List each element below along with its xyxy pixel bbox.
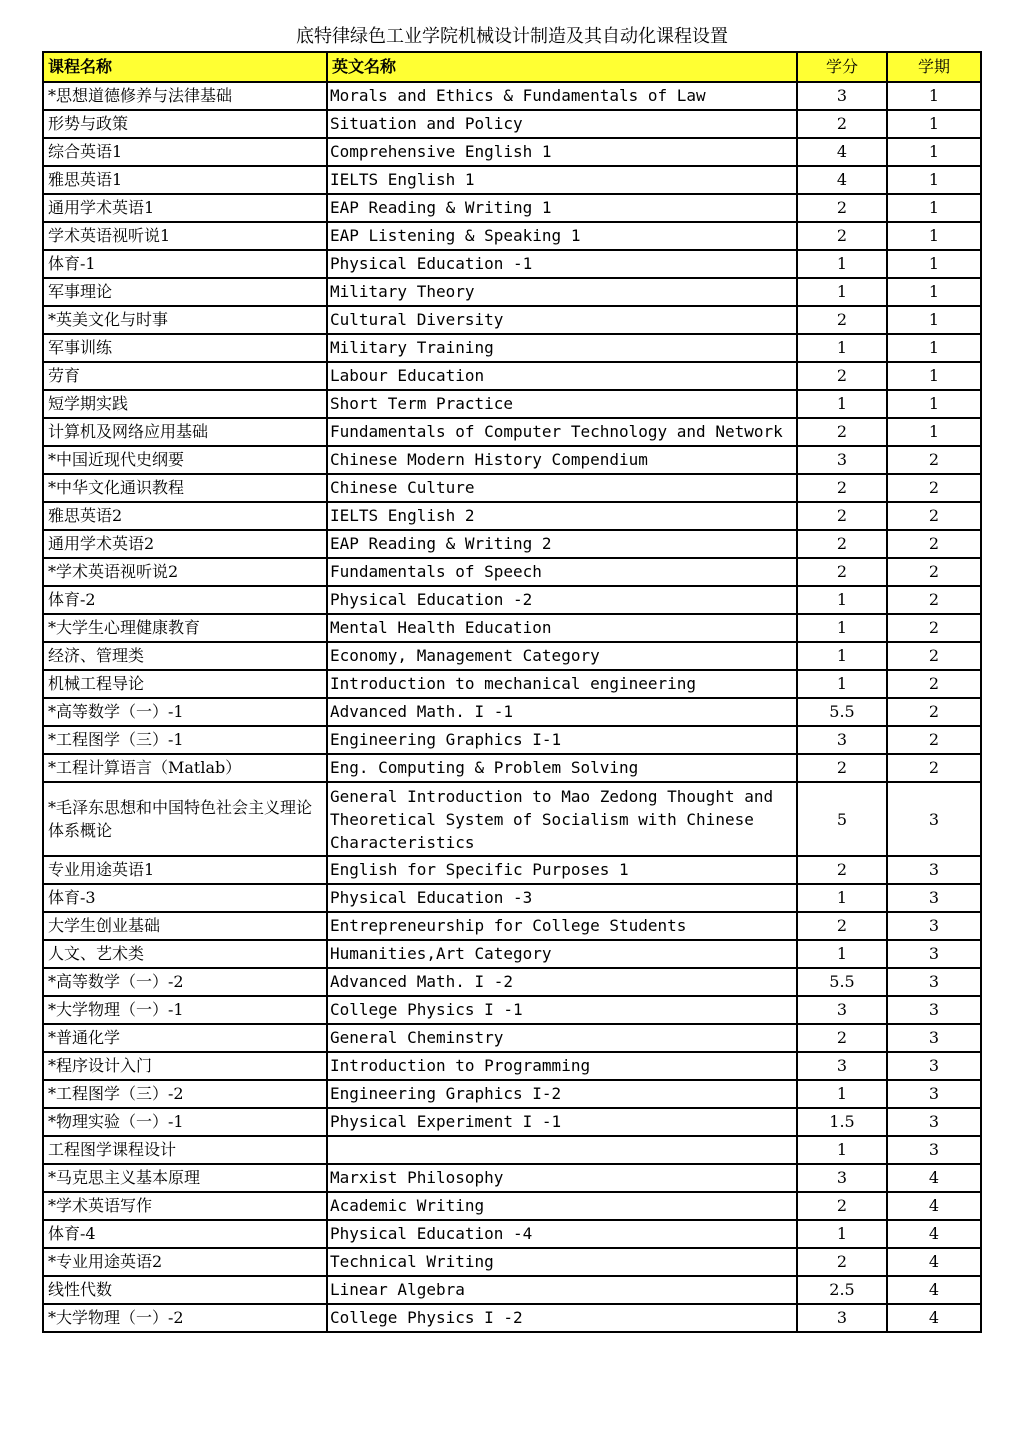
- credit-cell: 2: [797, 1248, 887, 1276]
- course-name-cell: 军事训练: [43, 334, 327, 362]
- english-name-cell: English for Specific Purposes 1: [327, 856, 797, 884]
- course-name-cell: *大学物理（一）-1: [43, 996, 327, 1024]
- term-cell: 3: [887, 968, 981, 996]
- term-cell: 4: [887, 1248, 981, 1276]
- credit-cell: 2: [797, 502, 887, 530]
- credit-cell: 1: [797, 1080, 887, 1108]
- credit-cell: 2: [797, 306, 887, 334]
- term-cell: 1: [887, 418, 981, 446]
- table-row: [43, 670, 981, 698]
- english-name-cell: Short Term Practice: [327, 390, 797, 418]
- term-cell: 2: [887, 614, 981, 642]
- english-name-cell: Introduction to Programming: [327, 1052, 797, 1080]
- table-row: [43, 884, 981, 912]
- course-name-cell: *学术英语写作: [43, 1192, 327, 1220]
- credit-cell: 3: [797, 1304, 887, 1332]
- credit-cell: 5.5: [797, 968, 887, 996]
- course-name-cell: 形势与政策: [43, 110, 327, 138]
- credit-cell: 3: [797, 82, 887, 110]
- credit-cell: 2.5: [797, 1276, 887, 1304]
- course-name-cell: 学术英语视听说1: [43, 222, 327, 250]
- credit-cell: 1: [797, 670, 887, 698]
- term-cell: 1: [887, 166, 981, 194]
- term-cell: 1: [887, 82, 981, 110]
- english-name-cell: Comprehensive English 1: [327, 138, 797, 166]
- term-cell: 1: [887, 194, 981, 222]
- course-name-cell: 线性代数: [43, 1276, 327, 1304]
- table-row: [43, 194, 981, 222]
- credit-cell: 1: [797, 390, 887, 418]
- english-name-cell: Academic Writing: [327, 1192, 797, 1220]
- term-cell: 4: [887, 1304, 981, 1332]
- table-row: [43, 334, 981, 362]
- term-cell: 3: [887, 884, 981, 912]
- table-row: [43, 390, 981, 418]
- term-cell: 1: [887, 334, 981, 362]
- table-row: [43, 996, 981, 1024]
- english-name-cell: Engineering Graphics I-1: [327, 726, 797, 754]
- course-name-cell: *毛泽东思想和中国特色社会主义理论体系概论: [43, 782, 327, 856]
- english-name-cell: College Physics I -1: [327, 996, 797, 1024]
- term-cell: 1: [887, 138, 981, 166]
- term-cell: 4: [887, 1276, 981, 1304]
- table-row: [43, 726, 981, 754]
- table-row: [43, 418, 981, 446]
- english-name-cell: EAP Listening & Speaking 1: [327, 222, 797, 250]
- table-row: [43, 1304, 981, 1332]
- term-cell: 2: [887, 642, 981, 670]
- english-name-cell: [327, 1136, 797, 1164]
- table-row: [43, 502, 981, 530]
- english-name-cell: Linear Algebra: [327, 1276, 797, 1304]
- english-name-cell: Physical Education -2: [327, 586, 797, 614]
- term-cell: 2: [887, 502, 981, 530]
- table-row: [43, 642, 981, 670]
- table-row: [43, 558, 981, 586]
- table-row: [43, 1024, 981, 1052]
- term-cell: 1: [887, 390, 981, 418]
- course-name-cell: *英美文化与时事: [43, 306, 327, 334]
- credit-cell: 2: [797, 754, 887, 782]
- english-name-cell: General Introduction to Mao Zedong Thought and Theoretical System of Socialism with Chinese Characteristics: [327, 782, 797, 856]
- header-term: 学期: [887, 52, 981, 82]
- credit-cell: 3: [797, 446, 887, 474]
- term-cell: 1: [887, 278, 981, 306]
- table-row: [43, 1276, 981, 1304]
- english-name-cell: Situation and Policy: [327, 110, 797, 138]
- term-cell: 1: [887, 250, 981, 278]
- english-name-cell: Chinese Modern History Compendium: [327, 446, 797, 474]
- term-cell: 3: [887, 1108, 981, 1136]
- header-english-name: 英文名称: [327, 52, 797, 82]
- credit-cell: 2: [797, 1192, 887, 1220]
- credit-cell: 1.5: [797, 1108, 887, 1136]
- english-name-cell: Military Training: [327, 334, 797, 362]
- english-name-cell: EAP Reading & Writing 2: [327, 530, 797, 558]
- table-row: [43, 110, 981, 138]
- credit-cell: 1: [797, 1136, 887, 1164]
- table-row: [43, 306, 981, 334]
- term-cell: 3: [887, 782, 981, 856]
- english-name-cell: General Cheminstry: [327, 1024, 797, 1052]
- table-row: [43, 940, 981, 968]
- table-row: [43, 782, 981, 856]
- credit-cell: 5.5: [797, 698, 887, 726]
- term-cell: 2: [887, 586, 981, 614]
- english-name-cell: Advanced Math. I -2: [327, 968, 797, 996]
- course-name-cell: *程序设计入门: [43, 1052, 327, 1080]
- english-name-cell: Fundamentals of Computer Technology and Network: [327, 418, 797, 446]
- table-row: [43, 474, 981, 502]
- course-name-cell: 通用学术英语1: [43, 194, 327, 222]
- english-name-cell: EAP Reading & Writing 1: [327, 194, 797, 222]
- credit-cell: 1: [797, 250, 887, 278]
- course-name-cell: *工程计算语言（Matlab）: [43, 754, 327, 782]
- credit-cell: 1: [797, 334, 887, 362]
- credit-cell: 1: [797, 940, 887, 968]
- course-name-cell: *普通化学: [43, 1024, 327, 1052]
- term-cell: 3: [887, 1080, 981, 1108]
- english-name-cell: Introduction to mechanical engineering: [327, 670, 797, 698]
- term-cell: 3: [887, 856, 981, 884]
- term-cell: 3: [887, 1052, 981, 1080]
- course-name-cell: 人文、艺术类: [43, 940, 327, 968]
- table-row: [43, 754, 981, 782]
- course-name-cell: 体育-2: [43, 586, 327, 614]
- table-row: [43, 614, 981, 642]
- course-name-cell: *工程图学（三）-2: [43, 1080, 327, 1108]
- english-name-cell: Physical Education -1: [327, 250, 797, 278]
- term-cell: 3: [887, 912, 981, 940]
- course-name-cell: *高等数学（一）-1: [43, 698, 327, 726]
- term-cell: 2: [887, 698, 981, 726]
- credit-cell: 1: [797, 884, 887, 912]
- course-name-cell: *高等数学（一）-2: [43, 968, 327, 996]
- term-cell: 2: [887, 558, 981, 586]
- table-row: [43, 856, 981, 884]
- course-name-cell: *学术英语视听说2: [43, 558, 327, 586]
- english-name-cell: Eng. Computing & Problem Solving: [327, 754, 797, 782]
- english-name-cell: Physical Experiment I -1: [327, 1108, 797, 1136]
- course-name-cell: *大学生心理健康教育: [43, 614, 327, 642]
- english-name-cell: Advanced Math. I -1: [327, 698, 797, 726]
- course-name-cell: 雅思英语2: [43, 502, 327, 530]
- term-cell: 2: [887, 670, 981, 698]
- course-name-cell: *中国近现代史纲要: [43, 446, 327, 474]
- table-row: [43, 362, 981, 390]
- term-cell: 1: [887, 222, 981, 250]
- english-name-cell: Physical Education -4: [327, 1220, 797, 1248]
- course-name-cell: 综合英语1: [43, 138, 327, 166]
- table-row: [43, 446, 981, 474]
- english-name-cell: College Physics I -2: [327, 1304, 797, 1332]
- table-row: [43, 698, 981, 726]
- table-row: [43, 968, 981, 996]
- course-name-cell: 体育-3: [43, 884, 327, 912]
- credit-cell: 2: [797, 194, 887, 222]
- credit-cell: 2: [797, 558, 887, 586]
- table-row: [43, 278, 981, 306]
- table-row: [43, 82, 981, 110]
- term-cell: 1: [887, 306, 981, 334]
- credit-cell: 3: [797, 1052, 887, 1080]
- term-cell: 3: [887, 1136, 981, 1164]
- credit-cell: 1: [797, 614, 887, 642]
- credit-cell: 2: [797, 856, 887, 884]
- english-name-cell: Fundamentals of Speech: [327, 558, 797, 586]
- term-cell: 4: [887, 1192, 981, 1220]
- term-cell: 1: [887, 362, 981, 390]
- course-name-cell: 机械工程导论: [43, 670, 327, 698]
- term-cell: 2: [887, 474, 981, 502]
- table-row: [43, 166, 981, 194]
- credit-cell: 2: [797, 418, 887, 446]
- term-cell: 2: [887, 726, 981, 754]
- table-row: [43, 250, 981, 278]
- table-row: [43, 1192, 981, 1220]
- table-row: [43, 1248, 981, 1276]
- term-cell: 1: [887, 110, 981, 138]
- term-cell: 3: [887, 940, 981, 968]
- course-name-cell: 体育-1: [43, 250, 327, 278]
- credit-cell: 2: [797, 474, 887, 502]
- course-name-cell: *大学物理（一）-2: [43, 1304, 327, 1332]
- table-row: [43, 1164, 981, 1192]
- english-name-cell: Morals and Ethics & Fundamentals of Law: [327, 82, 797, 110]
- credit-cell: 2: [797, 110, 887, 138]
- term-cell: 4: [887, 1164, 981, 1192]
- credit-cell: 3: [797, 1164, 887, 1192]
- credit-cell: 1: [797, 278, 887, 306]
- english-name-cell: IELTS English 1: [327, 166, 797, 194]
- english-name-cell: Entrepreneurship for College Students: [327, 912, 797, 940]
- english-name-cell: Technical Writing: [327, 1248, 797, 1276]
- course-name-cell: 雅思英语1: [43, 166, 327, 194]
- course-name-cell: 经济、管理类: [43, 642, 327, 670]
- table-row: [43, 1080, 981, 1108]
- table-row: [43, 222, 981, 250]
- credit-cell: 2: [797, 912, 887, 940]
- page-title: 底特律绿色工业学院机械设计制造及其自动化课程设置: [296, 26, 728, 47]
- table-row: [43, 1220, 981, 1248]
- credit-cell: 1: [797, 642, 887, 670]
- term-cell: 2: [887, 446, 981, 474]
- credit-cell: 4: [797, 166, 887, 194]
- course-name-cell: *马克思主义基本原理: [43, 1164, 327, 1192]
- course-name-cell: *工程图学（三）-1: [43, 726, 327, 754]
- course-name-cell: 专业用途英语1: [43, 856, 327, 884]
- english-name-cell: Cultural Diversity: [327, 306, 797, 334]
- table-row: [43, 1108, 981, 1136]
- table-row: [43, 586, 981, 614]
- course-name-cell: 大学生创业基础: [43, 912, 327, 940]
- term-cell: 4: [887, 1220, 981, 1248]
- term-cell: 2: [887, 530, 981, 558]
- course-name-cell: 军事理论: [43, 278, 327, 306]
- course-name-cell: 计算机及网络应用基础: [43, 418, 327, 446]
- table-header-row: [43, 52, 981, 82]
- english-name-cell: Engineering Graphics I-2: [327, 1080, 797, 1108]
- english-name-cell: Military Theory: [327, 278, 797, 306]
- course-name-cell: *思想道德修养与法律基础: [43, 82, 327, 110]
- english-name-cell: Mental Health Education: [327, 614, 797, 642]
- credit-cell: 3: [797, 996, 887, 1024]
- term-cell: 2: [887, 754, 981, 782]
- english-name-cell: Chinese Culture: [327, 474, 797, 502]
- table-row: [43, 138, 981, 166]
- english-name-cell: Humanities,Art Category: [327, 940, 797, 968]
- table-row: [43, 1136, 981, 1164]
- course-name-cell: 劳育: [43, 362, 327, 390]
- term-cell: 3: [887, 996, 981, 1024]
- course-name-cell: 通用学术英语2: [43, 530, 327, 558]
- english-name-cell: Economy, Management Category: [327, 642, 797, 670]
- course-name-cell: *专业用途英语2: [43, 1248, 327, 1276]
- table-row: [43, 912, 981, 940]
- table-row: [43, 1052, 981, 1080]
- english-name-cell: Marxist Philosophy: [327, 1164, 797, 1192]
- course-name-cell: *物理实验（一）-1: [43, 1108, 327, 1136]
- english-name-cell: IELTS English 2: [327, 502, 797, 530]
- course-name-cell: *中华文化通识教程: [43, 474, 327, 502]
- credit-cell: 4: [797, 138, 887, 166]
- header-course-name: 课程名称: [43, 52, 327, 82]
- credit-cell: 2: [797, 362, 887, 390]
- credit-cell: 2: [797, 530, 887, 558]
- term-cell: 3: [887, 1024, 981, 1052]
- course-name-cell: 体育-4: [43, 1220, 327, 1248]
- course-name-cell: 短学期实践: [43, 390, 327, 418]
- english-name-cell: Physical Education -3: [327, 884, 797, 912]
- credit-cell: 1: [797, 586, 887, 614]
- credit-cell: 5: [797, 782, 887, 856]
- course-table: [42, 51, 982, 1333]
- english-name-cell: Labour Education: [327, 362, 797, 390]
- credit-cell: 2: [797, 222, 887, 250]
- credit-cell: 3: [797, 726, 887, 754]
- table-row: [43, 530, 981, 558]
- credit-cell: 2: [797, 1024, 887, 1052]
- credit-cell: 1: [797, 1220, 887, 1248]
- header-credit: 学分: [797, 52, 887, 82]
- table-body: [43, 52, 981, 1332]
- course-name-cell: 工程图学课程设计: [43, 1136, 327, 1164]
